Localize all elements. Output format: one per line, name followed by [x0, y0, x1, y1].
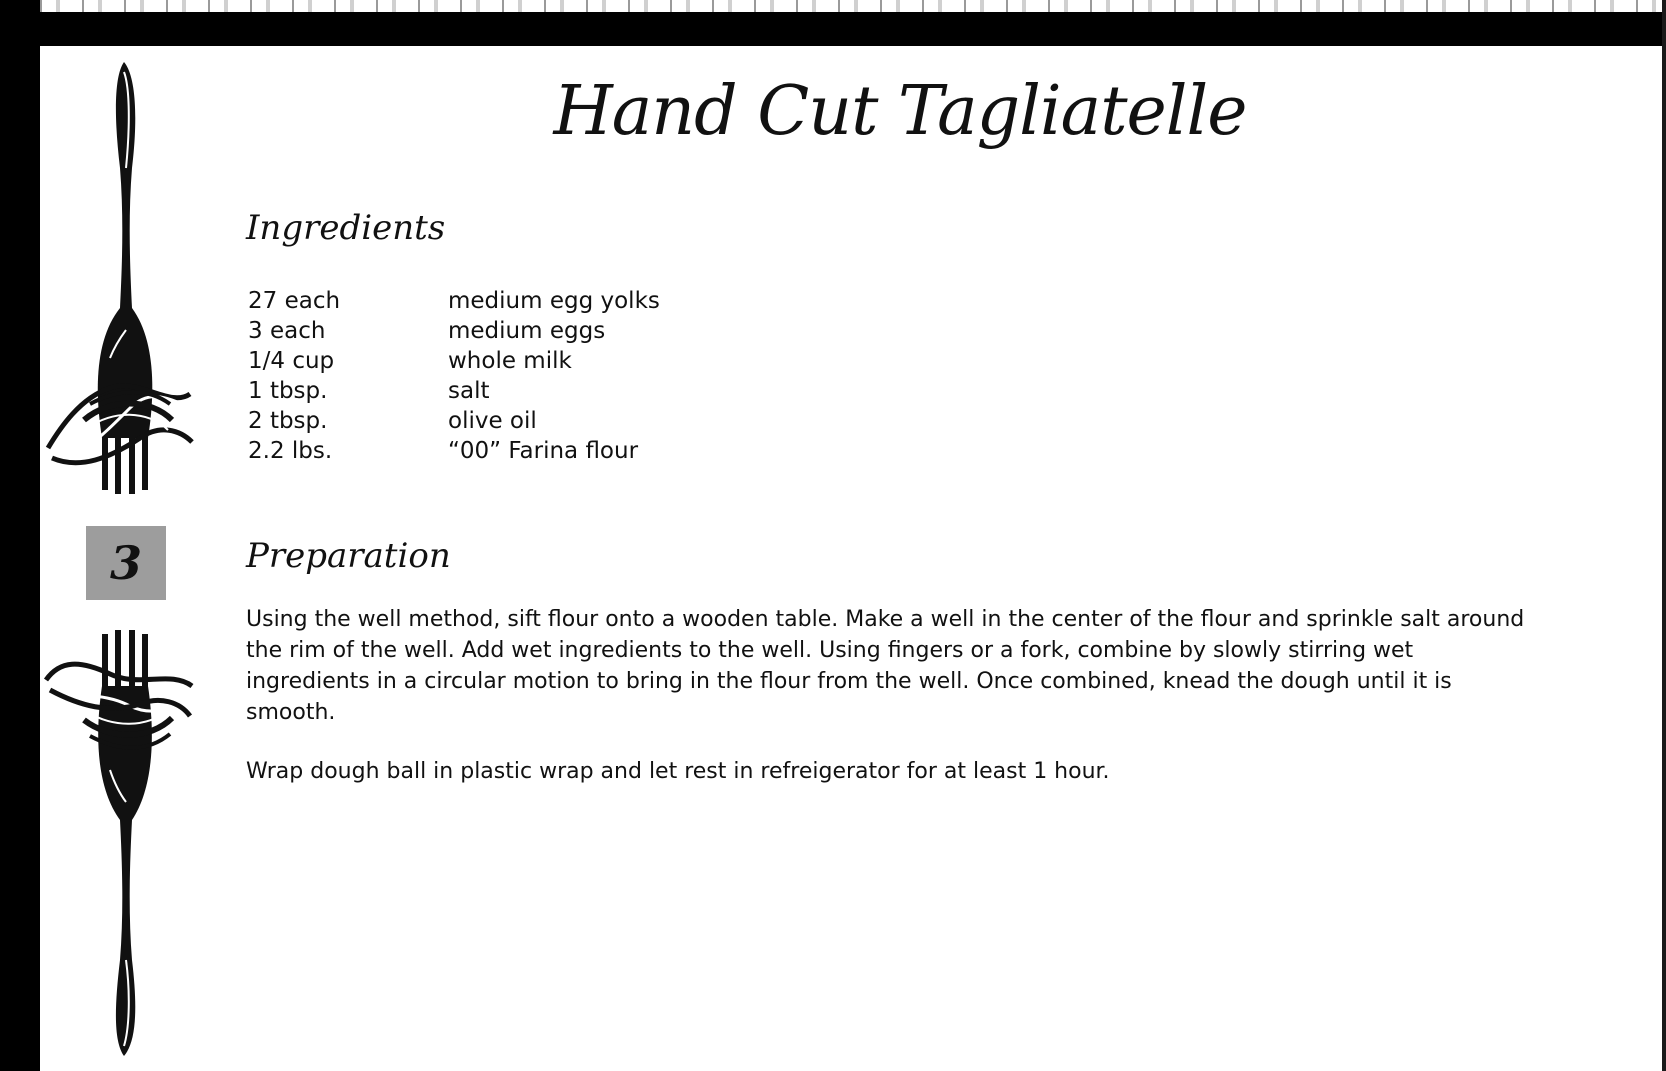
ingredient-quantity: 1 tbsp.	[248, 378, 328, 404]
page-number-box	[86, 526, 166, 600]
ingredient-name: medium egg yolks	[448, 288, 660, 314]
ingredient-name: whole milk	[448, 348, 572, 374]
ingredient-name: “00” Farina flour	[448, 438, 639, 464]
recipe-title: Hand Cut Tagliatelle	[553, 72, 1247, 151]
ingredient-row	[248, 406, 848, 436]
fork-with-pasta-icon	[40, 630, 210, 1060]
scan-border-left	[0, 0, 40, 1071]
ingredients-heading: Ingredients	[246, 208, 446, 248]
ingredient-quantity: 1/4 cup	[248, 348, 335, 374]
ingredient-row	[248, 286, 848, 316]
preparation-paragraph: Wrap dough ball in plastic wrap and let rest in refreigerator for at least 1 hour.	[246, 759, 1110, 784]
ingredient-row	[248, 436, 848, 466]
ingredient-row	[248, 316, 848, 346]
ingredient-quantity: 2.2 lbs.	[248, 438, 333, 464]
ingredient-quantity: 27 each	[248, 288, 341, 314]
preparation-paragraph: Using the well method, sift flour onto a wooden table. Make a well in the center of the flour and sprinkle salt around the rim of the well. Add wet ingredients to the well. Using fingers or a fork, combine by slowly stirring wet ingredients in a circular motion to bring in the flour from the well. Once combined, knead the dough until it is smooth.	[246, 607, 1525, 725]
ingredient-name: olive oil	[448, 408, 537, 434]
ingredients-table	[248, 286, 848, 466]
page-number: 3	[109, 536, 142, 590]
scan-edge-noise	[0, 0, 1666, 12]
preparation-heading: Preparation	[246, 536, 451, 576]
ingredient-name: salt	[448, 378, 490, 404]
ingredient-row	[248, 376, 848, 406]
ingredient-quantity: 3 each	[248, 318, 326, 344]
ingredient-row	[248, 346, 848, 376]
fork-with-pasta-icon	[40, 58, 210, 498]
ingredient-name: medium eggs	[448, 318, 606, 344]
scan-border-right	[1662, 0, 1666, 1071]
ingredient-quantity: 2 tbsp.	[248, 408, 328, 434]
